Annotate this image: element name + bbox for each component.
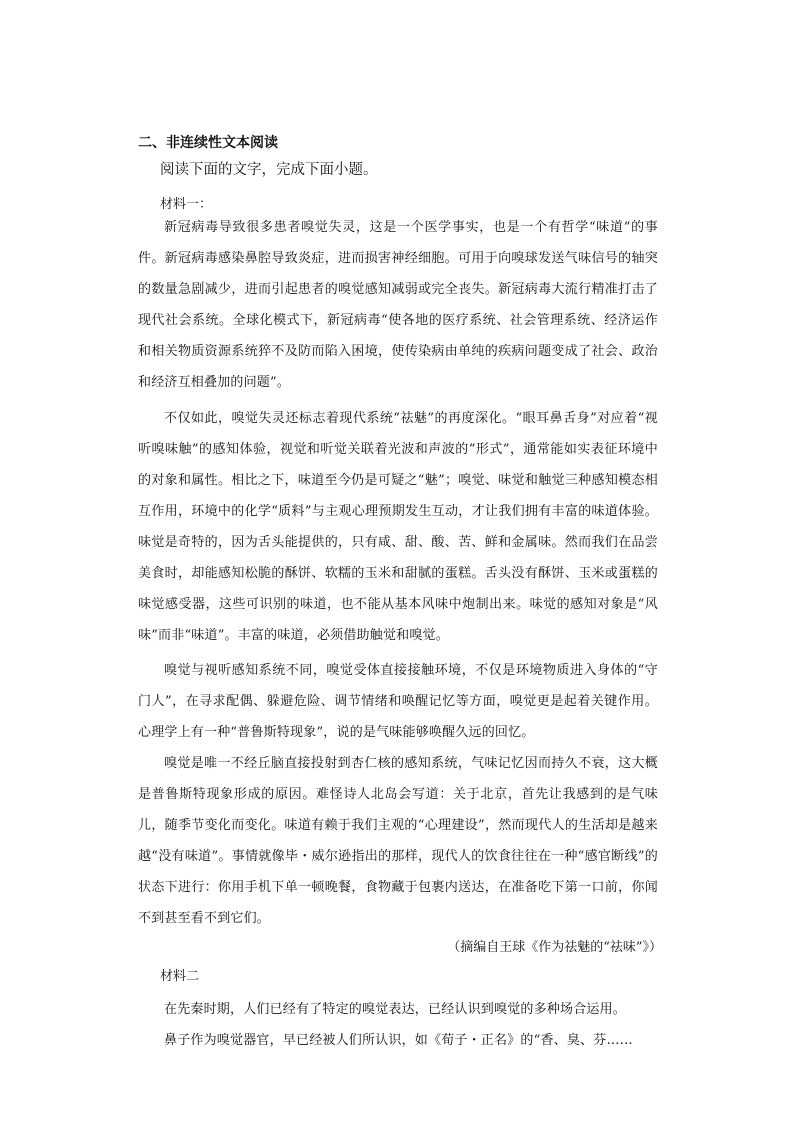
material-1-paragraph-3: 嗅觉与视听感知系统不同，嗅觉受体直接接触环境，不仅是环境物质进入身体的“守门人”，在寻求配偶、躲避危险、调节情绪和唤醒记忆等方面，嗅觉更是起着关键作用。心理学上有一种“普鲁斯特现象”，说的是气味能够唤醒久远的回忆。 <box>138 663 658 740</box>
reading-instruction: 阅读下面的文字，完成下面小题。 <box>160 162 378 178</box>
material-1-paragraph-4: 嗅觉是唯一不经丘脑直接投射到杏仁核的感知系统，气味记忆因而持久不衰，这大概是普鲁斯特现象形成的原因。难怪诗人北岛会写道：关于北京，首先让我感到的是气味儿，随季节变化而变化。味道有赖于我们主观的“心理建设”，然而现代人的生活却是越来越“没有味道”。事情就像毕・威尔逊指出的那样，现代人的饮食往往在一种“感官断线”的状态下进行：你用手机下单一顿晚餐，食物藏于包裹内送达，在准备吃下第一口前，你闻不到甚至看不到它们。 <box>138 756 658 926</box>
material-2-paragraph-2: 鼻子作为嗅觉器官，早已经被人们所认识，如《荀子・正名》的“香、臭、芬…… <box>164 1033 633 1048</box>
material-1-source: （摘编自王球《作为祛魅的“祛味”》） <box>447 940 662 955</box>
material-1-paragraph-1: 新冠病毒导致很多患者嗅觉失灵，这是一个医学事实，也是一个有哲学“味道”的事件。新冠病毒感染鼻腔导致炎症，进而损害神经细胞。可用于向嗅球发送气味信号的轴突的数量急剧减少，进而引起患者的嗅觉感知减弱或完全丧失。新冠病毒大流行精准打击了现代社会系统。全球化模式下，新冠病毒“使各地的医疗系统、社会管理系统、经济运作和相关物质资源系统猝不及防而陷入困境，使传染病由单纯的疾病问题变成了社会、政治和经济互相叠加的问题”。 <box>138 220 658 390</box>
section-title: 二、非连续性文本阅读 <box>138 135 278 151</box>
material-2-paragraph-1: 在先秦时期，人们已经有了特定的嗅觉表达，已经认识到嗅觉的多种场合运用。 <box>164 1002 627 1017</box>
material-1-label: 材料一： <box>160 197 213 212</box>
material-2-label: 材料二 <box>160 969 200 984</box>
material-1-paragraph-2: 不仅如此，嗅觉失灵还标志着现代系统“祛魅”的再度深化。“眼耳鼻舌身”对应着“视听嗅味触”的感知体验，视觉和听觉关联着光波和声波的“形式”，通常能如实表征环境中的对象和属性。相比之下，味道至今仍是可疑之“魅”；嗅觉、味觉和触觉三种感知模态相互作用，环境中的化学“质料”与主观心理预期发生互动，才让我们拥有丰富的味道体验。味觉是奇特的，因为舌头能提供的，只有咸、甜、酸、苦、鲜和金属味。然而我们在品尝美食时，却能感知松脆的酥饼、软糯的玉米和甜腻的蛋糕。舌头没有酥饼、玉米或蛋糕的味觉感受器，这些可识别的味道，也不能从基本风味中炮制出来。味觉的感知对象是“风味”而非“味道”。丰富的味道，必须借助触觉和嗅觉。 <box>138 411 658 643</box>
